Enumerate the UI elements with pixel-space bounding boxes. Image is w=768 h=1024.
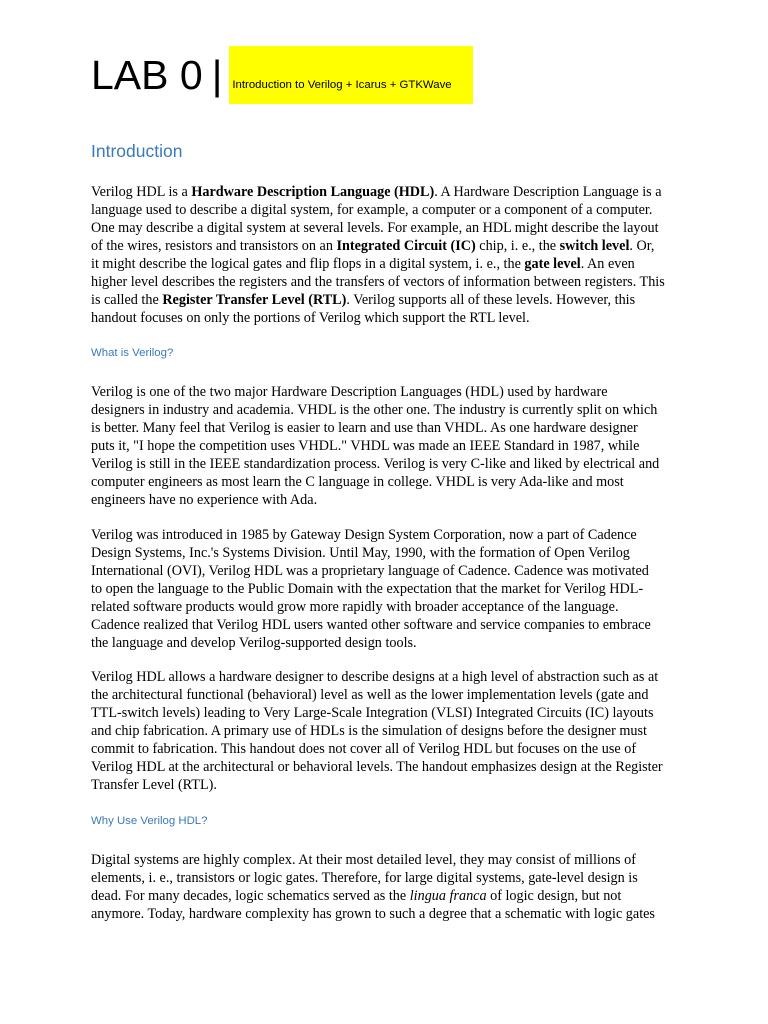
text-line: computer engineers as most learn the C language in college. VHDL is very Ada-like and most <box>91 474 624 490</box>
section-heading-what-is-verilog: What is Verilog? <box>91 347 174 359</box>
section-heading-why-use-verilog: Why Use Verilog HDL? <box>91 815 208 827</box>
text-line: Verilog HDL allows a hardware designer to describe designs at a high level of abstraction such as at <box>91 669 659 685</box>
what-paragraph-2 <box>91 526 711 652</box>
title-separator: | <box>211 51 223 98</box>
text-line: it might describe the logical gates and flip flops in a digital system, i. e., the gate level. An even <box>91 256 635 272</box>
text-line: Verilog was introduced in 1985 by Gateway Design System Corporation, now a part of Cadence <box>91 527 637 543</box>
text-line: commit to fabrication. This handout does not cover all of Verilog HDL but focuses on the use of <box>91 741 637 757</box>
text-line: Digital systems are highly complex. At their most detailed level, they may consist of millions of <box>91 852 636 868</box>
text-line: elements, i. e., transistors or logic gates. Therefore, for large digital systems, gate-level design is <box>91 870 638 886</box>
text-line: engineers have no experience with Ada. <box>91 492 318 508</box>
text-line: higher level describes the registers and the transfers of vectors of information between registers. This <box>91 274 665 290</box>
text-line: the language and develop Verilog-supported design tools. <box>91 635 417 651</box>
text-line: puts it, "I hope the competition uses VHDL." VHDL was made an IEEE Standard in 1987, while <box>91 438 640 454</box>
text-line: anymore. Today, hardware complexity has grown to such a degree that a schematic with logic gates <box>91 906 655 922</box>
text-line: is called the Register Transfer Level (RTL). Verilog supports all of these levels. However, this <box>91 292 636 308</box>
text-line: Verilog HDL is a Hardware Description Language (HDL). A Hardware Description Language is a <box>91 184 662 200</box>
text-line: designers in industry and academia. VHDL is the other one. The industry is currently split on which <box>91 402 658 418</box>
text-line: language used to describe a digital system, for example, a computer or a component of a computer. <box>91 202 653 218</box>
text-line: Verilog is still in the IEEE standardization process. Verilog is very C-like and liked by electrical and <box>91 456 660 472</box>
lab-subtitle: Introduction to Verilog + Icarus + GTKWave <box>232 79 452 91</box>
text-line: Verilog is one of the two major Hardware Description Languages (HDL) used by hardware <box>91 384 608 400</box>
what-paragraph-3 <box>91 668 711 794</box>
text-line: the architectural functional (behavioral) level as well as the lower implementation levels (gate and <box>91 687 649 703</box>
text-line: related software products would grow more rapidly with broader acceptance of the language. <box>91 599 619 615</box>
text-line: TTL-switch levels) leading to Very Large-Scale Integration (VLSI) Integrated Circuits (IC) layouts <box>91 705 654 721</box>
why-paragraph <box>91 851 711 923</box>
text-line: Design Systems, Inc.'s Systems Division. Until May, 1990, with the formation of Open Verilog <box>91 545 630 561</box>
what-paragraph-1 <box>91 383 711 509</box>
text-line: One may describe a digital system at several levels. For example, an HDL might describe the layout <box>91 220 659 236</box>
text-line: of the wires, resistors and transistors on an Integrated Circuit (IC) chip, i. e., the switch level. Or, <box>91 238 655 254</box>
text-line: Verilog HDL at the architectural or behavioral levels. The handout emphasizes design at the Register <box>91 759 663 775</box>
text-line: handout focuses on only the portions of Verilog which support the RTL level. <box>91 310 530 326</box>
text-line: is better. Many feel that Verilog is easier to learn and use than VHDL. As one hardware designer <box>91 420 638 436</box>
text-line: to open the language to the Public Domain with the expectation that the market for Verilog HDL- <box>91 581 644 597</box>
text-line: Cadence realized that Verilog HDL users wanted other software and service companies to embrace <box>91 617 651 633</box>
lab-title: LAB 0 <box>91 51 203 98</box>
text-line: and chip fabrication. A primary use of HDLs is the simulation of designs before the designer must <box>91 723 647 739</box>
text-line: dead. For many decades, logic schematics served as the lingua franca of logic design, but not <box>91 888 622 904</box>
text-line: Transfer Level (RTL). <box>91 777 217 793</box>
section-heading-introduction: Introduction <box>91 141 183 161</box>
intro-paragraph <box>91 183 711 327</box>
subtitle-highlight <box>229 46 473 104</box>
text-line: International (OVI), Verilog HDL was a proprietary language of Cadence. Cadence was motivated <box>91 563 649 579</box>
lab-header <box>91 46 473 104</box>
